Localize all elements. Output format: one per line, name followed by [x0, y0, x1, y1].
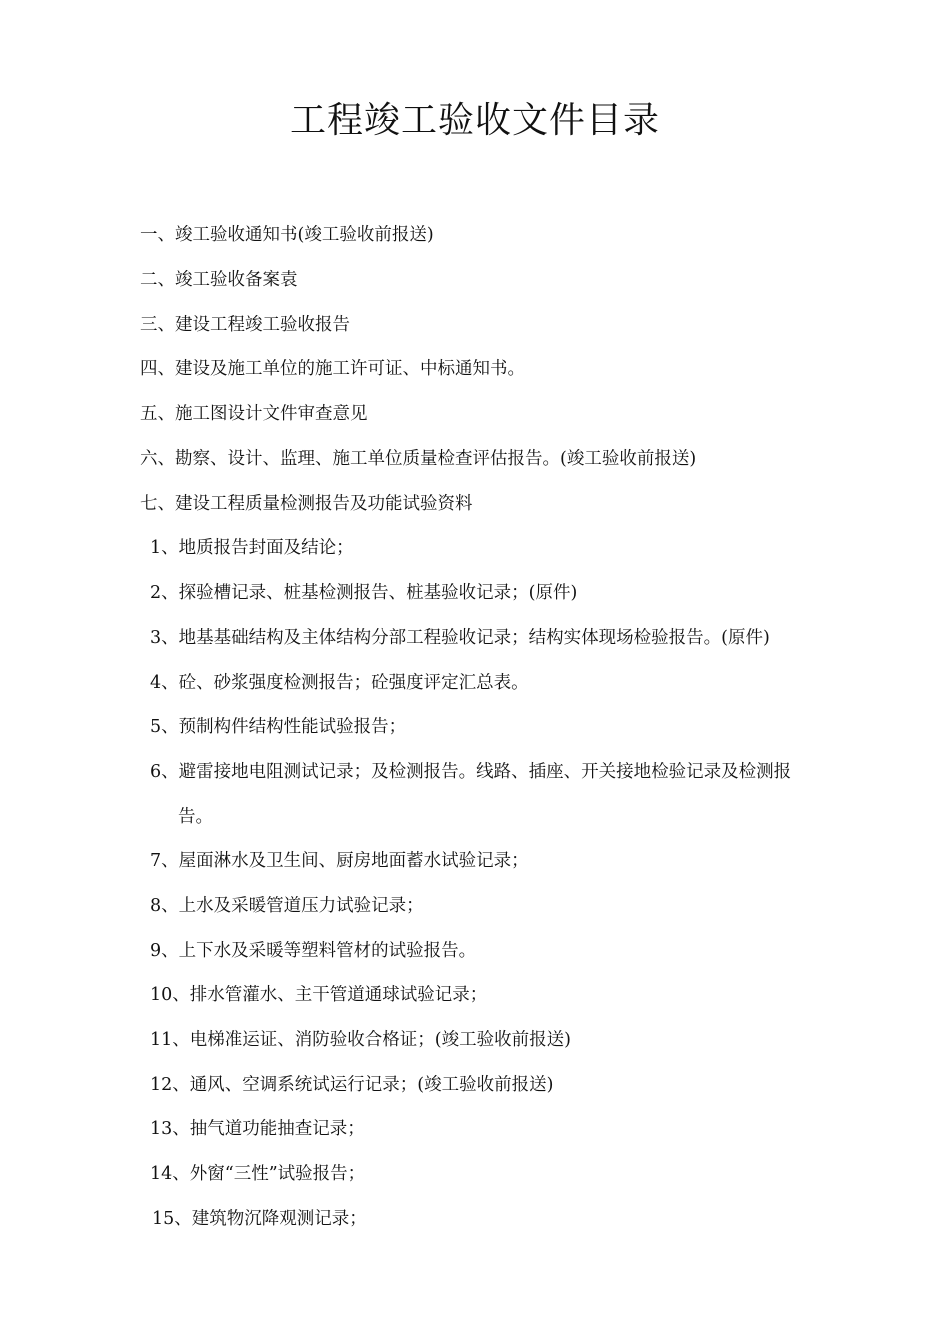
section-3: 三、建设工程竣工验收报告	[140, 315, 350, 335]
section-6: 六、勘察、设计、监理、施工单位质量检查评估报告。(竣工验收前报送)	[140, 449, 697, 469]
page-title: 工程竣工验收文件目录	[289, 100, 660, 141]
section-2: 二、竣工验收备案袁	[140, 270, 298, 290]
list-item-2: 2、探验槽记录、桩基检测报告、桩基验收记录；(原件)	[150, 583, 578, 603]
section-7: 七、建设工程质量检测报告及功能试验资料	[140, 494, 473, 514]
list-item-4: 4、砼、砂浆强度检测报告；砼强度评定汇总表。	[150, 673, 529, 693]
list-item-7: 7、屋面淋水及卫生间、厨房地面蓄水试验记录；	[150, 851, 529, 871]
list-item-12: 12、通风、空调系统试运行记录；(竣工验收前报送)	[150, 1075, 554, 1095]
section-4: 四、建设及施工单位的施工许可证、中标通知书。	[140, 359, 525, 379]
list-item-14: 14、外窗“三性”试验报告；	[150, 1164, 366, 1184]
list-item-15: 15、建筑物沉降观测记录；	[152, 1209, 367, 1229]
section-1: 一、竣工验收通知书(竣工验收前报送)	[140, 225, 434, 245]
section-5: 五、施工图设计文件审查意见	[140, 404, 368, 424]
list-item-6-continued: 告。	[178, 807, 213, 827]
list-item-5: 5、预制构件结构性能试验报告；	[150, 717, 407, 737]
list-item-11: 11、电梯准运证、消防验收合格证；(竣工验收前报送)	[150, 1030, 571, 1050]
list-item-9: 9、上下水及采暖等塑料管材的试验报告。	[150, 941, 477, 961]
list-item-6: 6、避雷接地电阻测试记录；及检测报告。线路、插座、开关接地检验记录及检测报	[150, 762, 792, 782]
list-item-8: 8、上水及采暖管道压力试验记录；	[150, 896, 424, 916]
list-item-13: 13、抽气道功能抽查记录；	[150, 1119, 365, 1139]
list-item-10: 10、排水管灌水、主干管道通球试验记录；	[150, 985, 488, 1005]
list-item-3: 3、地基基础结构及主体结构分部工程验收记录；结构实体现场检验报告。(原件)	[150, 628, 770, 648]
list-item-1: 1、地质报告封面及结论；	[150, 538, 354, 558]
